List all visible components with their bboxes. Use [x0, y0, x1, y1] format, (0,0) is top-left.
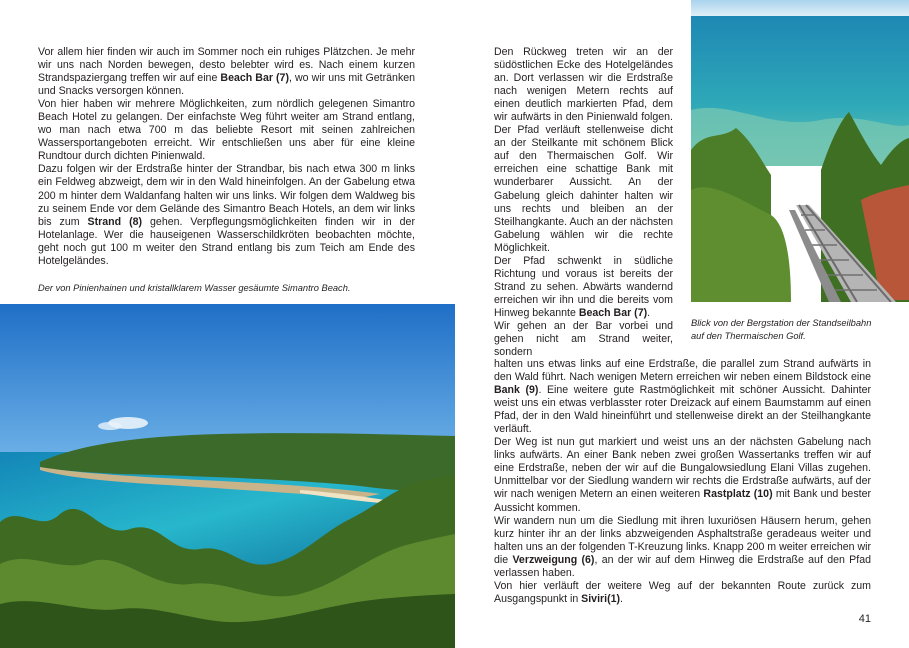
text-run: , wo wir uns mit Getränken und Snacks versorgen können. — [38, 72, 416, 98]
text-run: mit Bank und bester Aussicht kommen. — [494, 488, 871, 514]
paragraph — [494, 255, 673, 320]
beach-coast-photo — [0, 304, 455, 648]
text-run: Von hier verläuft der weitere Weg auf der bekannten Route zurück zum Ausgangspunkt in — [494, 579, 871, 605]
text-run: , an der wir auf dem Hinweg die Erdstraße auf den Pfad verlassen haben. — [494, 553, 871, 579]
text-run: Der Weg ist nun gut markiert und weist uns an der nächsten Gabelung nach links aufwärts. An einer Bank neben zwei großen Wassertanks treffen wir auf eine Erdstraße, neben der wir auf die Bungalowsiedlung Elani Villas zugehen. Unmittelbar vor der Siedlung wandern wir rechts die Erdstraße aufwärts, auf der wir nach wenigen Metern an einen weiteren — [494, 436, 871, 501]
forest-left — [691, 187, 791, 302]
bold-waypoint: Strand (8) — [87, 215, 143, 228]
paragraph — [38, 46, 415, 98]
bold-waypoint: Beach Bar (7) — [220, 72, 289, 85]
text-run: Von hier haben wir mehrere Möglichkeiten, zum nördlich gelegenen Simantro Beach Hotel zu gelangen. Der einfachste Weg führt weiter am Strand entlang, wo man nach etwa 700 m das beliebte Resort mit seinen zahlreichen Wassersportangeboten erreicht. Wir entschließen uns aber für eine kleine Rundtour durch dichten Pinienwald. — [38, 98, 415, 163]
bold-waypoint: Rastplatz (10) — [703, 488, 773, 501]
right-page — [455, 0, 909, 648]
sky — [691, 0, 909, 18]
paragraph — [494, 358, 871, 436]
beach-photo-caption: Der von Pinienhainen und kristallklarem Wasser gesäumte Simantro Beach. — [38, 283, 351, 293]
paragraph — [38, 98, 415, 163]
cloud — [98, 422, 122, 430]
bold-waypoint: Verzweigung (6) — [512, 553, 595, 566]
text-run: . — [620, 592, 623, 605]
text-run: Den Rückweg treten wir an der südöstlichen Ecke des Hotelgeländes an. Dort verlassen wir die Erdstraße nach wenigen Metern rechts auf einen deutlich markierten Pfad, dem wir aufwärts in den Pinienwald folgen. Der Pfad verläuft stellenweise dicht an der Steilkante mit schönem Blick auf den Thermaischen Golf. Wir erreichen eine schattige Bank mit wunderbarer Aussicht. An der Gabelung gleich dahinter halten wir uns rechts und bleiben an der Steilhangkante. Auch an der nächsten Gabelung wählen wir die rechte Möglichkeit. — [494, 46, 673, 254]
paragraph — [494, 436, 871, 514]
paragraph — [494, 580, 871, 606]
right-body-text-column — [494, 46, 673, 359]
paragraph — [38, 163, 415, 267]
page-number: 41 — [858, 613, 871, 625]
paragraph — [494, 46, 673, 255]
bold-waypoint: Siviri(1) — [581, 592, 621, 605]
text-run: Dazu folgen wir der Erdstraße hinter der Strandbar, bis nach etwa 300 m links ein Feldweg abzweigt, dem wir in den Wald hineinfolgen. An der Gabelung etwa 200 m hinter dem Waldanfang halten wir uns links. Wir folgen dem Waldweg bis zu seinem Ende vor dem Gelände des Simantro Beach Hotels, an dem wir links bis zum — [38, 163, 415, 228]
left-body-text — [38, 46, 415, 268]
text-run: Vor allem hier finden wir auch im Sommer noch ein ruhiges Plätzchen. Je mehr wir uns nach Norden bewegen, desto belebter wird es. Nach einem kurzen Strandspaziergang treffen wir auf eine — [38, 46, 415, 85]
funicular-rail-photo — [691, 0, 909, 302]
text-run: gehen. Verpflegungsmöglichkeiten finden wir in der Hotelanlage. Wer die hauseigenen Wasserschildkröten beobachten möchte, geht noch gut 100 m weiter den Strand entlang bis zum Teich am Ende des Hotelgeländes. — [38, 215, 415, 267]
bold-waypoint: Bank (9) — [494, 384, 539, 397]
rail-photo-caption: Blick von der Bergstation der Standseilbahn auf den Thermaischen Golf. — [691, 318, 872, 341]
bold-waypoint: Beach Bar (7) — [578, 306, 648, 319]
text-run: Der Pfad schwenkt in südliche Richtung und voraus ist bereits der Strand zu sehen. Abwärts wandernd erreichen wir ihn und die bereits vom Hinweg bekannte — [494, 254, 673, 319]
text-run: Wir gehen an der Bar vorbei und gehen nicht am Strand weiter, sondern — [494, 319, 673, 359]
text-run: . Eine weitere gute Rastmöglichkeit mit schöner Aussicht. Dahinter weist uns ein etwas verblasster roter Dreizack auf einem Baumstamm auf einen Pfad, der in den Wald hineinführt und stellenweise direkt an der Steilhangkante verläuft. — [494, 384, 872, 436]
paragraph — [494, 515, 871, 580]
right-body-text-full — [494, 358, 871, 606]
text-run: Wir wandern nun um die Siedlung mit ihren luxuriösen Häusern herum, gehen kurz hinter ihr an der links abzweigenden Asphaltstraße geradeaus weiter und halten uns an der folgenden T-Kreuzung links. Knapp 200 m weiter erreichen wir die — [494, 514, 871, 566]
paragraph — [494, 320, 673, 359]
text-run: . — [647, 306, 651, 319]
text-run: halten uns etwas links auf eine Erdstraße, die parallel zum Strand aufwärts in den Wald führt. Nach wenigen Metern erreichen wir neben einem Bildstock eine — [494, 358, 871, 384]
